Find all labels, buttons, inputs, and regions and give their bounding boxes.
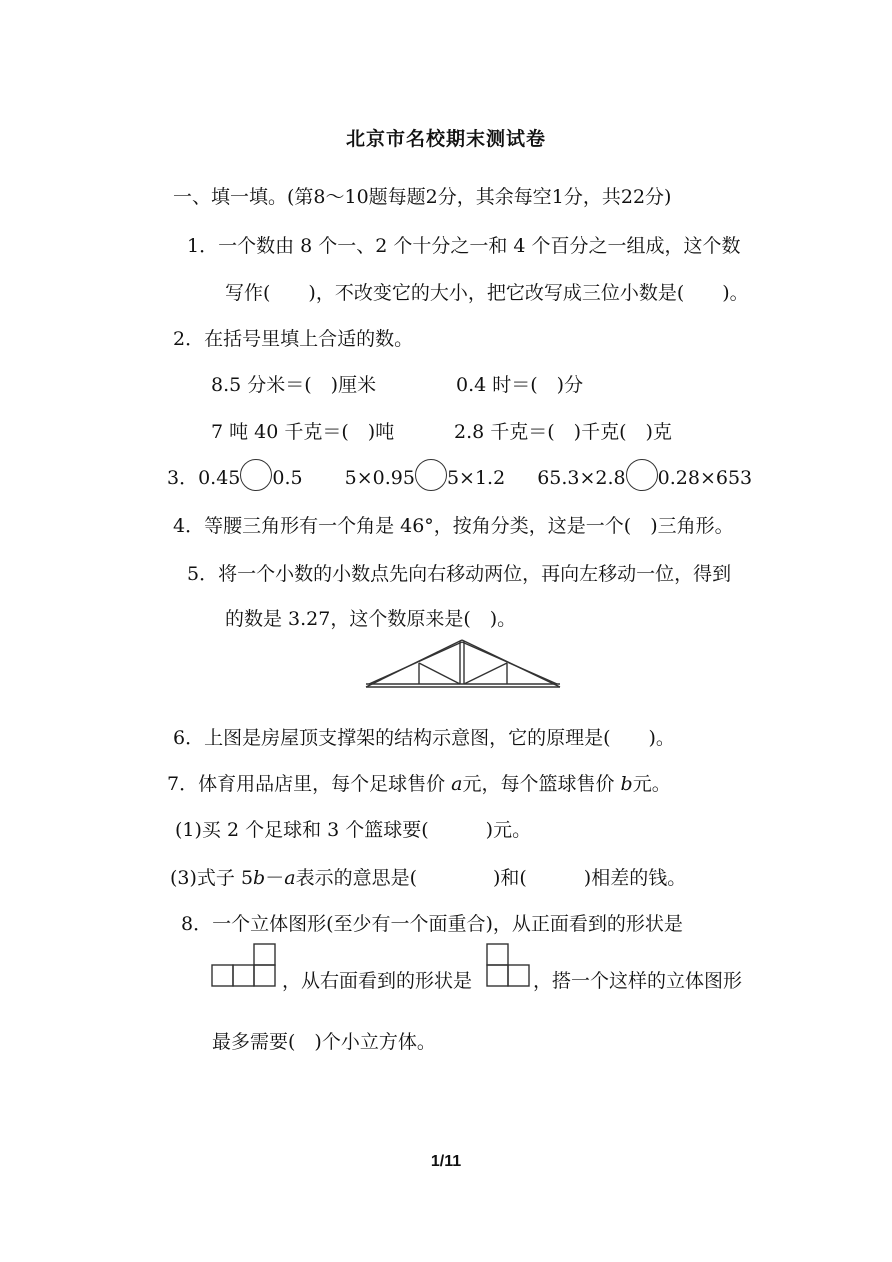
roof-truss-diagram bbox=[362, 636, 564, 692]
question-8-text-mid: ，从右面看到的形状是 bbox=[282, 970, 473, 992]
question-2: 2．在括号里填上合适的数。 bbox=[173, 328, 414, 350]
question-3-a-right: 0.5 bbox=[272, 467, 303, 489]
question-6: 6．上图是房屋顶支撑架的结构示意图，它的原理是( )。 bbox=[173, 727, 675, 749]
question-8-line-1: 8．一个立体图形(至少有一个面重合)，从正面看到的形状是 bbox=[181, 913, 683, 935]
question-3 bbox=[167, 466, 752, 491]
compare-circle-icon[interactable] bbox=[240, 459, 272, 491]
question-3-c-left: 65.3×2.8 bbox=[537, 467, 626, 489]
question-7-part-3 bbox=[170, 866, 686, 890]
question-7-text-1: 7．体育用品店里，每个足球售价 bbox=[167, 773, 452, 795]
right-view-figure bbox=[486, 942, 534, 988]
question-3-b-left: 5×0.95 bbox=[344, 467, 415, 489]
question-3-c-right: 0.28×653 bbox=[657, 467, 753, 489]
variable-a: a bbox=[451, 773, 463, 795]
question-3-a-left: 3．0.45 bbox=[167, 467, 241, 489]
question-2-item-d: 2.8 千克＝( )千克( )克 bbox=[454, 421, 672, 443]
compare-circle-icon[interactable] bbox=[415, 459, 447, 491]
question-7-text-3: 元。 bbox=[632, 773, 671, 795]
question-7-part-1: (1)买 2 个足球和 3 个篮球要( )元。 bbox=[175, 819, 532, 841]
question-3-b-right: 5×1.2 bbox=[446, 467, 506, 489]
question-5-line-2: 的数是 3.27，这个数原来是( )。 bbox=[225, 608, 517, 630]
question-7-3-text-2: 表示的意思是( )和( )相差的钱。 bbox=[295, 867, 687, 889]
minus-sign: － bbox=[265, 867, 285, 889]
question-8-text-end: ，搭一个这样的立体图形 bbox=[533, 970, 743, 992]
question-1-line-1: 1．一个数由 8 个一、2 个十分之一和 4 个百分之一组成，这个数 bbox=[187, 235, 741, 257]
question-8-line-3: 最多需要( )个小立方体。 bbox=[212, 1031, 436, 1053]
question-7 bbox=[167, 772, 671, 796]
question-7-3-text-1: (3)式子 5 bbox=[170, 867, 254, 889]
page-number: 1/11 bbox=[430, 1153, 462, 1170]
question-2-item-c: 7 吨 40 千克＝( )吨 bbox=[211, 421, 395, 443]
section-heading: 一、填一填。(第8～10题每题2分，其余每空1分，共22分) bbox=[173, 186, 672, 208]
front-view-figure bbox=[211, 942, 279, 988]
question-7-text-2: 元，每个篮球售价 bbox=[462, 773, 621, 795]
question-5-line-1: 5．将一个小数的小数点先向右移动两位，再向左移动一位，得到 bbox=[187, 563, 732, 585]
page-title: 北京市名校期末测试卷 bbox=[345, 128, 546, 150]
question-4: 4．等腰三角形有一个角是 46°，按角分类，这是一个( )三角形。 bbox=[173, 515, 734, 537]
question-2-item-b: 0.4 时＝( )分 bbox=[456, 374, 584, 396]
variable-b: b bbox=[620, 773, 633, 795]
compare-circle-icon[interactable] bbox=[626, 459, 658, 491]
question-2-item-a: 8.5 分米＝( )厘米 bbox=[211, 374, 377, 396]
variable-a: a bbox=[284, 867, 296, 889]
question-1-line-2: 写作( )，不改变它的大小，把它改写成三位小数是( )。 bbox=[225, 282, 749, 304]
variable-b: b bbox=[253, 867, 266, 889]
